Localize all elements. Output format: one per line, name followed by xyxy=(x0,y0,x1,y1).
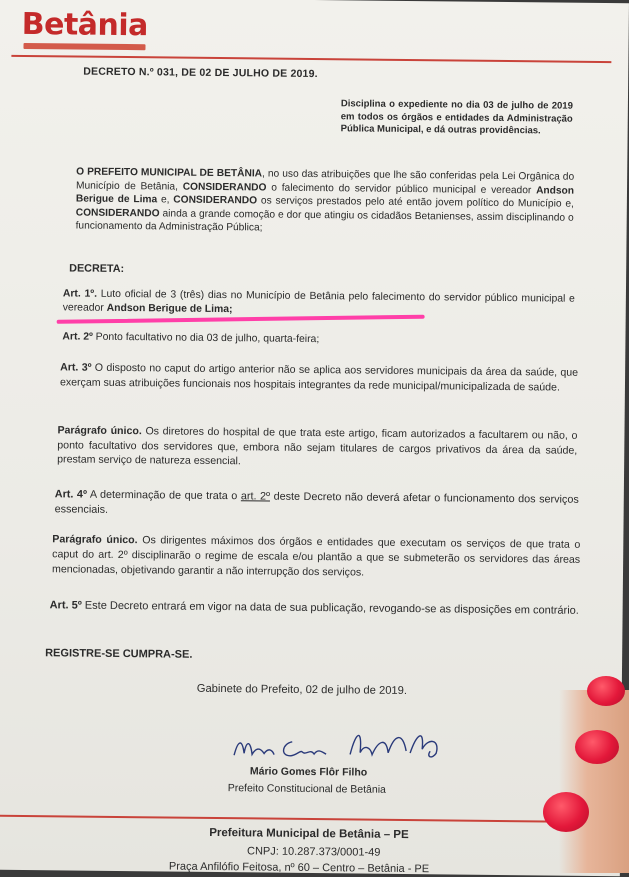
fingernail-1 xyxy=(587,676,625,706)
hand-skin xyxy=(559,690,629,873)
paragraph-unico-1 xyxy=(57,423,577,472)
preamble-s10: ainda a grande comoção e dor que atingiu os cidadãos Betanienses, assim disciplinando o funcionamento da Administração Pública; xyxy=(75,208,574,234)
preamble-s7: CONSIDERANDO xyxy=(173,194,258,207)
article-4-label: Art. 4º xyxy=(54,488,87,501)
header-divider xyxy=(11,55,611,63)
article-4-ref: art. 2º xyxy=(240,490,271,503)
article-4-text-2: deste Decreto não deverá afetar o funcionamento dos serviços essenciais. xyxy=(54,490,579,516)
article-1 xyxy=(63,287,575,320)
preamble-s2: , no uso das atribuições que lhe são conferidas pela Lei Orgânica do Município de Betânia, xyxy=(75,168,575,193)
footer-institution: Prefeitura Municipal de Betânia – PE xyxy=(209,826,409,842)
paragraph-unico-1-text: Os diretores do hospital de que trata este artigo, ficam autorizados a facultarem ou não, o ponto facultativo dos servidores que, embora não sejam titulares de cargos privativos da área da saúde, prestam serviço de natureza essencial. xyxy=(57,425,578,468)
decreta-heading: DECRETA: xyxy=(69,262,125,276)
article-1-name: Andson Berigue de Lima; xyxy=(106,302,233,315)
betania-logo: Betânia xyxy=(21,6,149,44)
registre-cumpra: REGISTRE-SE CUMPRA-SE. xyxy=(45,647,193,661)
footer-address: Praça Anfilófio Feitosa, nº 60 – Centro – Betânia - PE xyxy=(168,860,430,876)
fingernail-2 xyxy=(575,730,619,764)
paragraph-unico-2-label: Parágrafo único. xyxy=(52,533,138,547)
preamble-s9: CONSIDERANDO xyxy=(75,207,160,220)
article-5-label: Art. 5º xyxy=(49,599,82,612)
preamble-paragraph xyxy=(76,166,575,239)
decree-title: DECRETO N.º 031, DE 02 DE JULHO DE 2019. xyxy=(83,65,318,81)
preamble-s1: O PREFEITO MUNICIPAL DE BETÂNIA xyxy=(76,166,263,180)
article-1-label: Art. 1º. xyxy=(62,288,98,300)
article-3 xyxy=(60,360,578,394)
article-3-label: Art. 3º xyxy=(60,361,92,374)
article-4-text-1: A determinação de que trata o xyxy=(86,488,241,503)
article-3-text: O disposto no caput do artigo anterior não se aplica aos servidores municipais da área da saúde, que exerçam suas atribuições funcionais nos hospitais integrantes da rede municipal/municipalizada de saúde. xyxy=(59,361,579,394)
decree-summary: Disciplina o expediente no dia 03 de julho de 2019 em todos os órgãos e entidades da Administração Pública Municipal, e dá outras providências. xyxy=(340,98,573,137)
paragraph-unico-2-text: Os dirigentes máximos dos órgãos e entidades que executam os serviços de que trata o caput do art. 2º disciplinarão o regime de escala e/ou plantão a que se submeterão os servidores das áreas mencionadas, objetivando garantir a não interrupção dos serviços. xyxy=(51,534,581,579)
footer-cnpj: CNPJ: 10.287.373/0001-49 xyxy=(247,845,381,859)
article-4 xyxy=(55,487,579,522)
paragraph-unico-1-label: Parágrafo único. xyxy=(57,424,142,438)
place-date: Gabinete do Prefeito, 02 de julho de 2019. xyxy=(196,682,408,698)
article-2-text: Ponto facultativo no dia 03 de julho, quarta-feira; xyxy=(92,331,320,346)
preamble-s5: Andson Berigue de Lima xyxy=(75,184,575,206)
footer-divider xyxy=(0,815,605,823)
article-2 xyxy=(62,330,574,349)
paragraph-unico-2 xyxy=(52,532,580,583)
preamble-s6: e, xyxy=(157,194,174,206)
article-5-text: Este Decreto entrará em vigor na data de sua publicação, revogando-se as disposições em contrário. xyxy=(81,599,579,617)
preamble-s4: o falecimento do servidor público municipal e vereador xyxy=(266,182,537,196)
logo-underline xyxy=(23,43,145,50)
preamble-s3: CONSIDERANDO xyxy=(182,181,267,194)
preamble-s8: os serviços prestados pelo até então jovem político do Município e, xyxy=(257,195,574,210)
article-1-text: Luto oficial de 3 (três) dias no Município de Betânia pelo falecimento do servidor público municipal e vereador xyxy=(62,288,575,314)
article-2-label: Art. 2º xyxy=(62,331,93,343)
fingernail-3 xyxy=(543,792,589,832)
article-5 xyxy=(50,597,580,619)
signer-name: Mário Gomes Flôr Filho xyxy=(249,765,368,779)
signer-role: Prefeito Constitucional de Betânia xyxy=(227,782,386,796)
